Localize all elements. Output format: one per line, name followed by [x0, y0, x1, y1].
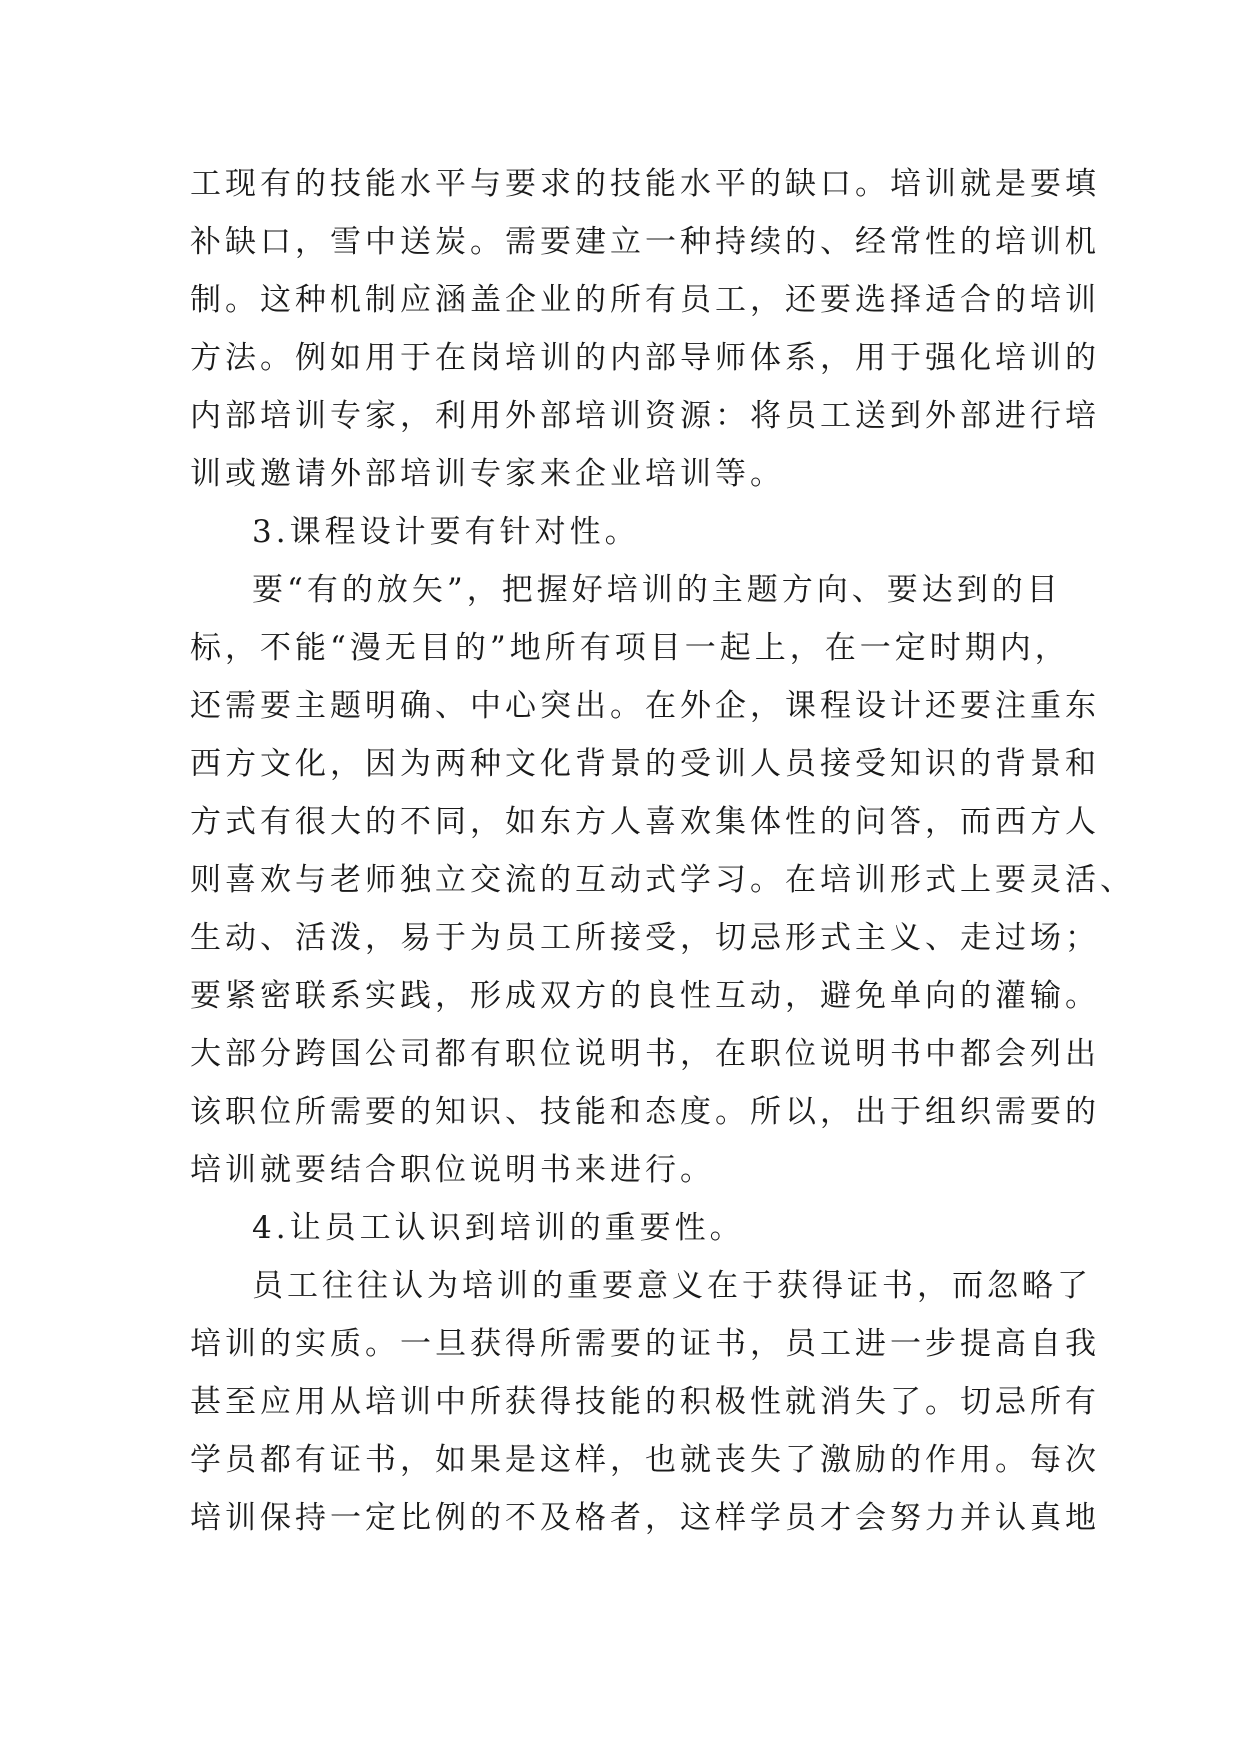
body-text: [190, 155, 1135, 1547]
text-line: 大部分跨国公司都有职位说明书，在职位说明书中都会列出: [190, 1036, 1100, 1072]
text-line: 西方文化，因为两种文化背景的受训人员接受知识的背景和: [190, 746, 1100, 782]
text-line: 训或邀请外部培训专家来企业培训等。: [190, 456, 785, 492]
section-heading: 4.让员工认识到培训的重要性。: [252, 1210, 745, 1246]
section-heading: 3.课程设计要有针对性。: [252, 514, 640, 550]
text-line: 补缺口，雪中送炭。需要建立一种持续的、经常性的培训机: [190, 224, 1100, 260]
text-line: 还需要主题明确、中心突出。在外企，课程设计还要注重东: [190, 688, 1100, 724]
text-line: 培训就要结合职位说明书来进行。: [190, 1152, 715, 1188]
text-line: 该职位所需要的知识、技能和态度。所以，出于组织需要的: [190, 1094, 1100, 1130]
text-line: 则喜欢与老师独立交流的互动式学习。在培训形式上要灵活、: [190, 862, 1135, 898]
text-line: 要“有的放矢”，把握好培训的主题方向、要达到的目: [252, 572, 1062, 608]
text-line: 员工往往认为培训的重要意义在于获得证书，而忽略了: [252, 1268, 1092, 1304]
text-line: 工现有的技能水平与要求的技能水平的缺口。培训就是要填: [190, 166, 1100, 202]
text-line: 学员都有证书，如果是这样，也就丧失了激励的作用。每次: [190, 1442, 1100, 1478]
text-line: 制。这种机制应涵盖企业的所有员工，还要选择适合的培训: [190, 282, 1100, 318]
text-line: 内部培训专家，利用外部培训资源：将员工送到外部进行培: [190, 398, 1100, 434]
text-line: 培训保持一定比例的不及格者，这样学员才会努力并认真地: [190, 1500, 1100, 1536]
text-line: 方式有很大的不同，如东方人喜欢集体性的问答，而西方人: [190, 804, 1100, 840]
text-line: 标，不能“漫无目的”地所有项目一起上，在一定时期内，: [190, 630, 1070, 666]
text-line: 要紧密联系实践，形成双方的良性互动，避免单向的灌输。: [190, 978, 1100, 1014]
text-line: 生动、活泼，易于为员工所接受，切忌形式主义、走过场；: [190, 920, 1100, 956]
text-line: 培训的实质。一旦获得所需要的证书，员工进一步提高自我: [190, 1326, 1100, 1362]
text-line: 甚至应用从培训中所获得技能的积极性就消失了。切忌所有: [190, 1384, 1100, 1420]
text-line: 方法。例如用于在岗培训的内部导师体系，用于强化培训的: [190, 340, 1100, 376]
